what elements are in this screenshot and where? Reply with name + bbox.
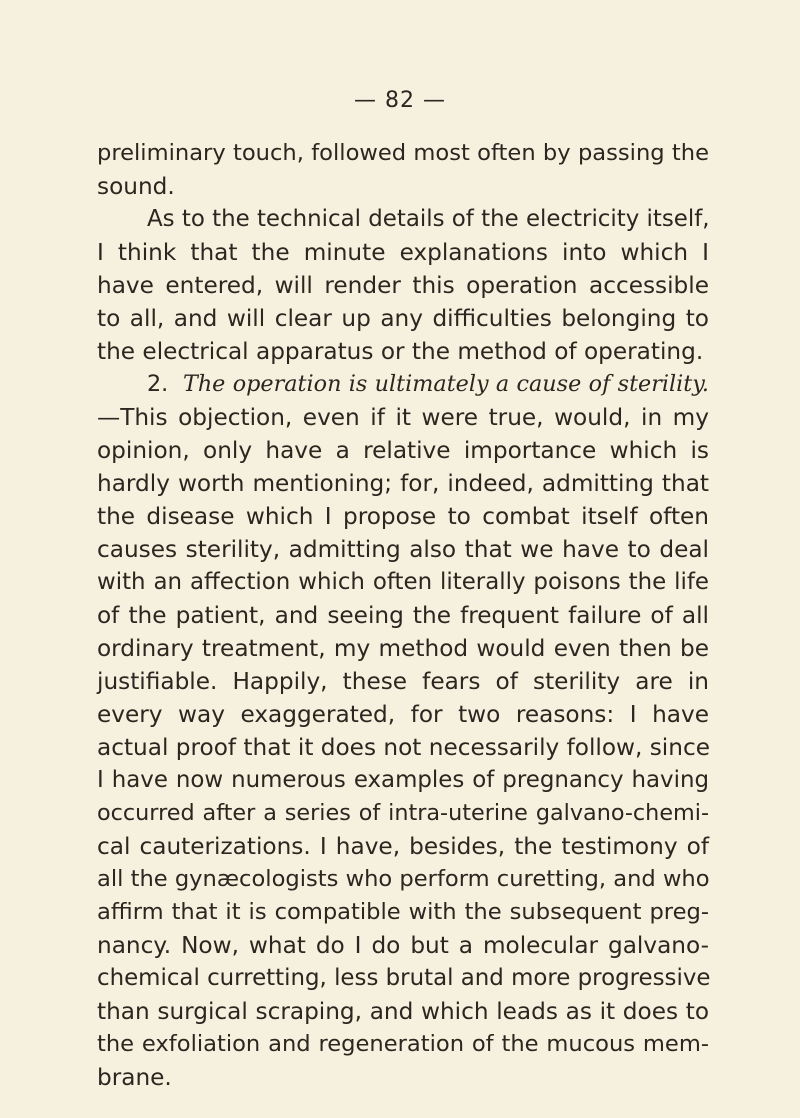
section-title: The operation is ultimately a cause of sterility. xyxy=(182,371,709,397)
text-line: the electrical apparatus or the method of operating. xyxy=(97,338,704,365)
text-line: occurred after a series of intra-uterine galvano-chemi- xyxy=(97,800,709,826)
text-line: I think that the minute explanations into which I xyxy=(97,239,709,266)
text-line: chemical curretting, less brutal and more progressive xyxy=(97,965,711,991)
text-line: actual proof that it does not necessarily follow, since xyxy=(97,734,710,761)
text-line: cal cauterizations. I have, besides, the testimony of xyxy=(97,833,709,860)
section-number: 2. xyxy=(147,371,169,397)
text-line: justifiable. Happily, these fears of sterility are in xyxy=(97,668,709,695)
text-line: nancy. Now, what do I do but a molecular galvano- xyxy=(97,932,709,959)
text-line: with an affection which often literally poisons the life xyxy=(97,569,709,595)
text-line: As to the technical details of the electricity itself, xyxy=(147,206,710,232)
text-line: of the patient, and seeing the frequent failure of all xyxy=(97,602,709,629)
text-line: sound. xyxy=(97,173,175,200)
text-line: have entered, will render this operation accessible xyxy=(97,272,709,299)
text-line: preliminary touch, followed most often by passing the xyxy=(97,140,709,166)
text-line: all the gynæcologists who perform curetting, and who xyxy=(97,866,710,892)
text-line: ordinary treatment, my method would even then be xyxy=(97,635,709,662)
text-line: the disease which I propose to combat itself often xyxy=(97,503,709,530)
text-line: every way exaggerated, for two reasons: I have xyxy=(97,701,709,728)
text-line: than surgical scraping, and which leads as it does to xyxy=(97,998,709,1025)
text-line: to all, and will clear up any difficulties belonging to xyxy=(97,305,709,332)
text-line: —This objection, even if it were true, would, in my xyxy=(97,404,709,431)
section-heading xyxy=(147,368,709,401)
text-line: I have now numerous examples of pregnancy having xyxy=(97,767,709,793)
text-line: hardly worth mentioning; for, indeed, admitting that xyxy=(97,470,709,497)
text-line: brane. xyxy=(97,1064,172,1091)
text-line: causes sterility, admitting also that we have to deal xyxy=(97,536,709,563)
text-line: the exfoliation and regeneration of the mucous mem- xyxy=(97,1031,709,1057)
text-line: opinion, only have a relative importance which is xyxy=(97,437,709,464)
text-line: affirm that it is compatible with the subsequent preg- xyxy=(97,899,709,925)
page-number: — 82 — xyxy=(354,88,446,113)
